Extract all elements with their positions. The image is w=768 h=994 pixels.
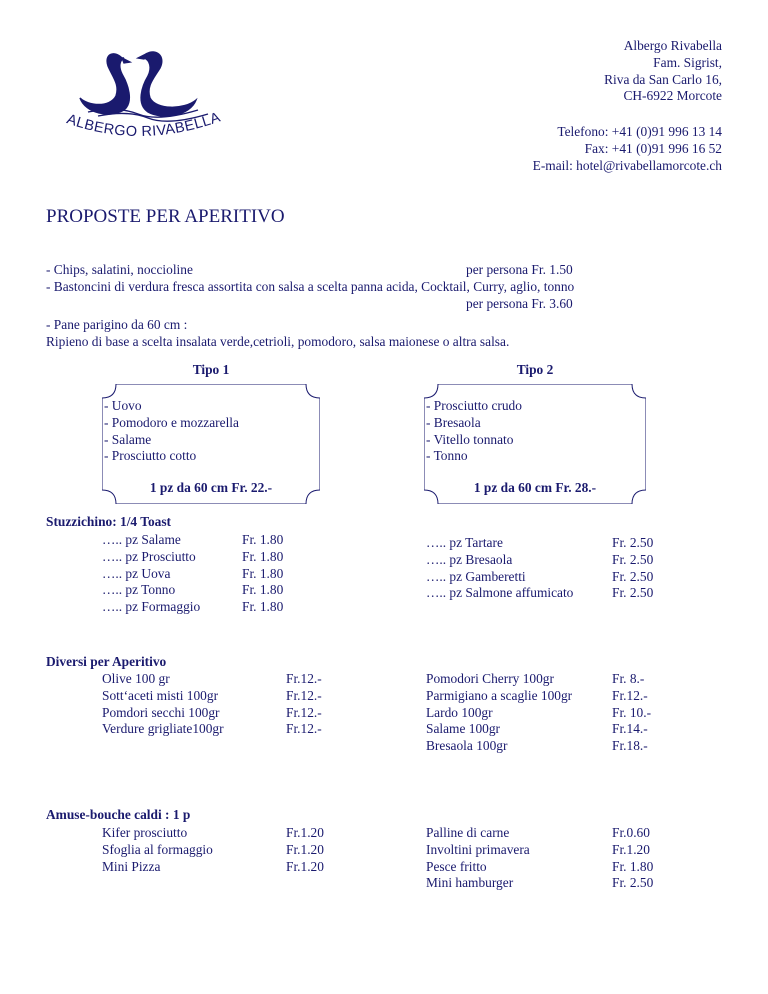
- menu-item-price: Fr. 2.50: [612, 535, 654, 550]
- hotel-contact: [533, 124, 722, 174]
- menu-item-name: ….. pz Gamberetti: [426, 568, 526, 584]
- amuse-right-names: [426, 825, 530, 892]
- stuzzichino-right-prices: [612, 535, 653, 602]
- tipo1-title: Tipo 1: [192, 362, 230, 377]
- menu-item-name: ….. pz Uova: [102, 565, 171, 581]
- menu-item-name: Salame 100gr: [426, 721, 501, 737]
- menu-item-price: Fr. 1.80: [242, 548, 284, 564]
- tipo1-price: 1 pz da 60 cm Fr. 22.-: [149, 480, 273, 496]
- menu-item-price: Fr. 1.80: [242, 565, 284, 581]
- tipo2-items: [426, 398, 522, 465]
- menu-item-name: Pomdori secchi 100gr: [102, 704, 220, 720]
- fax-line: Fax: +41 (0)91 996 16 52: [584, 140, 722, 156]
- tipo2-title: Tipo 2: [516, 362, 554, 377]
- menu-item-name: Bresaola 100gr: [426, 738, 508, 754]
- stuzzichino-left-names: [102, 532, 200, 616]
- menu-item-name: Sfoglia al formaggio: [102, 841, 213, 857]
- menu-item-name: ….. pz Formaggio: [102, 599, 201, 615]
- swans-icon: [58, 40, 228, 142]
- address-line: Fam. Sigrist,: [653, 54, 722, 70]
- logo-text: ALBERGO RIVABELLA: [64, 109, 223, 141]
- menu-item-name: ….. pz Salmone affumicato: [426, 585, 574, 601]
- address-line: CH-6922 Morcote: [623, 88, 722, 104]
- stuzzichino-right-names: [426, 535, 573, 602]
- list-item: - Tonno: [426, 448, 468, 464]
- stuzzichino-left-prices: [242, 532, 283, 616]
- menu-item-price: Fr.12.-: [612, 687, 648, 703]
- menu-item-name: ….. pz Salame: [102, 532, 181, 547]
- diversi-left-names: [102, 671, 224, 738]
- menu-item-price: Fr.12.-: [286, 721, 322, 737]
- menu-item-name: Involtini primavera: [426, 841, 530, 857]
- menu-item-price: Fr.0.60: [612, 825, 650, 840]
- list-item: - Uovo: [104, 398, 142, 413]
- address-line: Riva da San Carlo 16,: [604, 71, 722, 87]
- intro-line: Ripieno di base a scelta insalata verde,cetrioli, pomodoro, salsa maionese o altra salsa.: [46, 334, 510, 349]
- menu-item-name: Parmigiano a scaglie 100gr: [426, 687, 573, 703]
- list-item: - Prosciutto crudo: [426, 398, 522, 413]
- tipo1-box: [102, 362, 320, 504]
- menu-item-price: Fr. 2.50: [612, 585, 654, 601]
- section-title: Diversi per Aperitivo: [46, 654, 167, 669]
- hotel-address: [604, 38, 722, 105]
- menu-item-price: Fr. 2.50: [612, 568, 654, 584]
- list-item: - Prosciutto cotto: [104, 448, 197, 464]
- menu-item-price: Fr.18.-: [612, 738, 648, 754]
- list-item: - Salame: [104, 431, 152, 447]
- menu-item-name: ….. pz Tonno: [102, 582, 176, 598]
- intro-price: per persona Fr. 1.50: [466, 262, 573, 277]
- menu-item-name: Palline di carne: [426, 825, 510, 840]
- menu-item-name: Kifer prosciutto: [102, 825, 188, 840]
- menu-item-name: Mini hamburger: [426, 875, 514, 891]
- menu-item-price: Fr. 2.50: [612, 551, 654, 567]
- menu-item-price: Fr. 1.80: [242, 532, 284, 547]
- menu-item-price: Fr.14.-: [612, 721, 648, 737]
- menu-item-name: ….. pz Prosciutto: [102, 548, 196, 564]
- list-item: - Bresaola: [426, 414, 481, 430]
- menu-item-price: Fr. 1.80: [242, 582, 284, 598]
- section-title: Amuse-bouche caldi : 1 p: [46, 807, 191, 822]
- menu-item-price: Fr. 10.-: [612, 704, 652, 720]
- tipo2-price: 1 pz da 60 cm Fr. 28.-: [473, 480, 597, 496]
- menu-item-price: Fr. 1.80: [612, 858, 654, 874]
- menu-item-name: Mini Pizza: [102, 858, 161, 874]
- intro-line: - Bastoncini di verdura fresca assortita con salsa a scelta panna acida, Cocktail, Curry, aglio, tonno: [46, 279, 575, 294]
- list-item: - Pomodoro e mozzarella: [104, 414, 239, 430]
- diversi-right-prices: [612, 671, 651, 755]
- menu-item-name: Lardo 100gr: [426, 704, 493, 720]
- menu-item-name: Verdure grigliate100gr: [102, 721, 224, 737]
- tipo1-items: [104, 398, 239, 465]
- menu-item-price: Fr. 8.-: [612, 671, 645, 686]
- hotel-logo: [58, 40, 228, 142]
- menu-item-price: Fr.1.20: [612, 841, 650, 857]
- intro-price: per persona Fr. 3.60: [466, 296, 573, 311]
- menu-item-name: ….. pz Bresaola: [426, 551, 513, 567]
- intro-line: - Chips, salatini, noccioline: [46, 262, 193, 277]
- amuse-left-names: [102, 825, 213, 875]
- menu-item-price: Fr.12.-: [286, 671, 322, 686]
- menu-item-price: Fr.12.-: [286, 704, 322, 720]
- menu-item-price: Fr. 1.80: [242, 599, 284, 615]
- email-line: E-mail: hotel@rivabellamorcote.ch: [532, 157, 722, 173]
- list-item: - Vitello tonnato: [426, 431, 514, 447]
- phone-line: Telefono: +41 (0)91 996 13 14: [557, 124, 722, 139]
- menu-item-price: Fr.1.20: [286, 841, 324, 857]
- amuse-right-prices: [612, 825, 653, 892]
- menu-item-price: Fr.1.20: [286, 825, 324, 840]
- tipo2-box: [424, 362, 646, 504]
- diversi-right-names: [426, 671, 572, 755]
- menu-item-price: Fr. 2.50: [612, 875, 654, 891]
- page-title: PROPOSTE PER APERITIVO: [46, 206, 285, 227]
- svg-text:ALBERGO RIVABELLA: [65, 109, 223, 140]
- menu-item-price: Fr.1.20: [286, 858, 324, 874]
- menu-item-name: ….. pz Tartare: [426, 535, 503, 550]
- menu-item-price: Fr.12.-: [286, 687, 322, 703]
- address-line: Albergo Rivabella: [623, 38, 722, 53]
- amuse-left-prices: [286, 825, 324, 875]
- menu-item-name: Olive 100 gr: [102, 671, 170, 686]
- menu-item-name: Sott‘aceti misti 100gr: [102, 687, 219, 703]
- intro-line: - Pane parigino da 60 cm :: [46, 317, 188, 332]
- menu-item-name: Pesce fritto: [426, 858, 487, 874]
- section-title: Stuzzichino: 1/4 Toast: [46, 514, 172, 529]
- menu-item-name: Pomodori Cherry 100gr: [426, 671, 554, 686]
- diversi-left-prices: [286, 671, 322, 738]
